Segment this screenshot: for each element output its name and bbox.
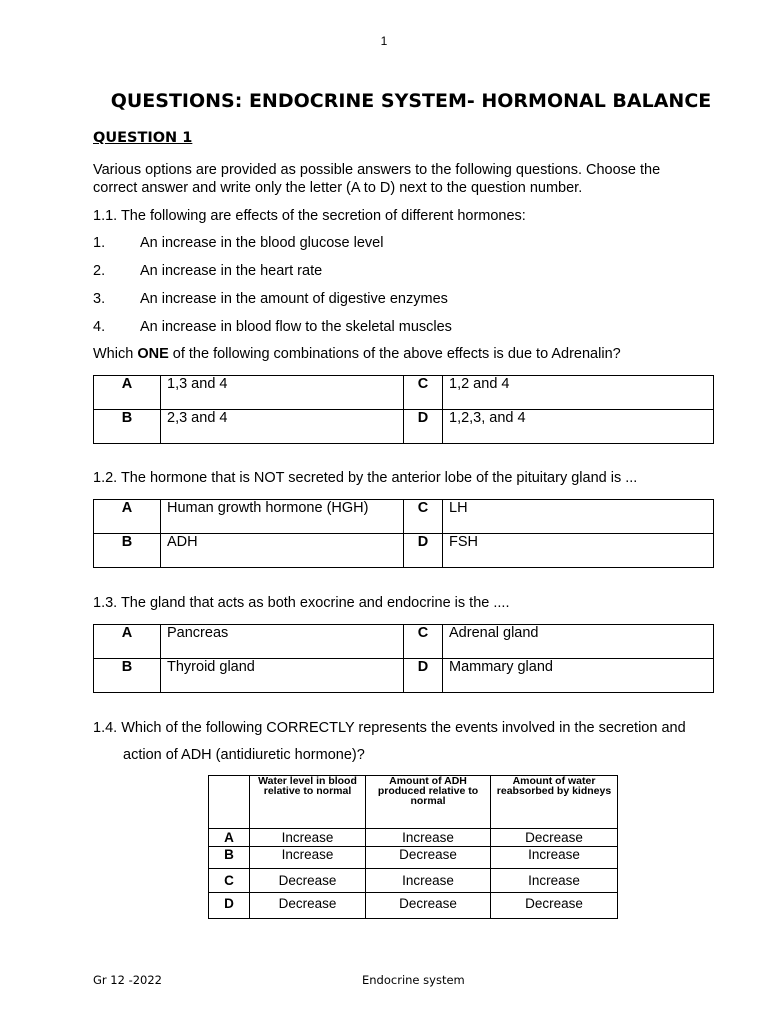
table-cell: Increase [491, 869, 618, 893]
effect-number: 4. [93, 319, 106, 335]
option-d: Mammary gland [443, 659, 714, 693]
row-letter: A [209, 829, 250, 847]
option-d: FSH [443, 534, 714, 568]
table-cell: Increase [250, 847, 366, 869]
option-letter: B [94, 659, 161, 693]
option-a: Pancreas [161, 625, 404, 659]
header-blank [209, 776, 250, 829]
table-cell: Increase [250, 829, 366, 847]
option-d: 1,2,3, and 4 [443, 410, 714, 444]
header-adh-amount: Amount of ADH produced relative to normal [366, 776, 491, 829]
row-letter: C [209, 869, 250, 893]
option-b: Thyroid gland [161, 659, 404, 693]
question-heading: QUESTION 1 [93, 130, 193, 146]
effect-number: 3. [93, 291, 106, 307]
option-a: 1,3 and 4 [161, 376, 404, 410]
header-water-reabsorbed: Amount of water reabsorbed by kidneys [491, 776, 618, 829]
adh-events-table [208, 775, 618, 919]
footer-topic: Endocrine system [362, 973, 465, 987]
option-letter: D [404, 410, 443, 444]
effect-text: An increase in the heart rate [140, 263, 323, 279]
q1-3-stem: 1.3. The gland that acts as both exocrine and endocrine is the .... [93, 595, 510, 611]
table-cell: Decrease [366, 847, 491, 869]
option-letter: D [404, 534, 443, 568]
table-cell: Decrease [491, 893, 618, 919]
q1-1-stem: 1.1. The following are effects of the secretion of different hormones: [93, 208, 526, 224]
row-letter: B [209, 847, 250, 869]
table-cell: Decrease [366, 893, 491, 919]
effect-number: 2. [93, 263, 106, 279]
q1-2-options-table [93, 499, 714, 568]
table-cell: Increase [366, 829, 491, 847]
effect-text: An increase in the blood glucose level [140, 235, 384, 251]
table-cell: Decrease [250, 869, 366, 893]
table-cell: Increase [491, 847, 618, 869]
option-letter: C [404, 625, 443, 659]
q1-4-stem-line-1: 1.4. Which of the following CORRECTLY represents the events involved in the secretion and [93, 720, 686, 736]
option-letter: C [404, 376, 443, 410]
option-letter: B [94, 410, 161, 444]
table-cell: Decrease [250, 893, 366, 919]
option-letter: A [94, 376, 161, 410]
table-row [209, 829, 618, 847]
header-water-level: Water level in blood relative to normal [250, 776, 366, 829]
instruction-line-1: Various options are provided as possible answers to the following questions. Choose the [93, 162, 661, 178]
question-emphasis: ONE [137, 346, 169, 362]
page-number: 1 [380, 34, 388, 48]
table-row [209, 869, 618, 893]
q1-1-options-table [93, 375, 714, 444]
question-text: Which [93, 346, 138, 362]
q1-1-question [93, 346, 621, 362]
effect-text: An increase in blood flow to the skeletal muscles [140, 319, 452, 335]
question-text: of the following combinations of the above effects is due to Adrenalin? [168, 346, 621, 362]
option-letter: B [94, 534, 161, 568]
option-c: Adrenal gland [443, 625, 714, 659]
option-c: 1,2 and 4 [443, 376, 714, 410]
q1-3-options-table [93, 624, 714, 693]
option-a: Human growth hormone (HGH) [161, 500, 404, 534]
option-b: 2,3 and 4 [161, 410, 404, 444]
option-letter: C [404, 500, 443, 534]
q1-2-stem: 1.2. The hormone that is NOT secreted by the anterior lobe of the pituitary gland is ... [93, 470, 638, 486]
option-b: ADH [161, 534, 404, 568]
q1-4-stem-line-2: action of ADH (antidiuretic hormone)? [123, 747, 365, 763]
option-c: LH [443, 500, 714, 534]
instruction-line-2: correct answer and write only the letter (A to D) next to the question number. [93, 180, 583, 196]
row-letter: D [209, 893, 250, 919]
effect-text: An increase in the amount of digestive enzymes [140, 291, 448, 307]
page-title: QUESTIONS: ENDOCRINE SYSTEM- HORMONAL BALANCE [110, 90, 712, 112]
table-row [209, 847, 618, 869]
effect-number: 1. [93, 235, 106, 251]
option-letter: D [404, 659, 443, 693]
table-cell: Increase [366, 869, 491, 893]
footer-grade: Gr 12 -2022 [93, 973, 162, 987]
table-row [209, 893, 618, 919]
option-letter: A [94, 500, 161, 534]
option-letter: A [94, 625, 161, 659]
table-cell: Decrease [491, 829, 618, 847]
